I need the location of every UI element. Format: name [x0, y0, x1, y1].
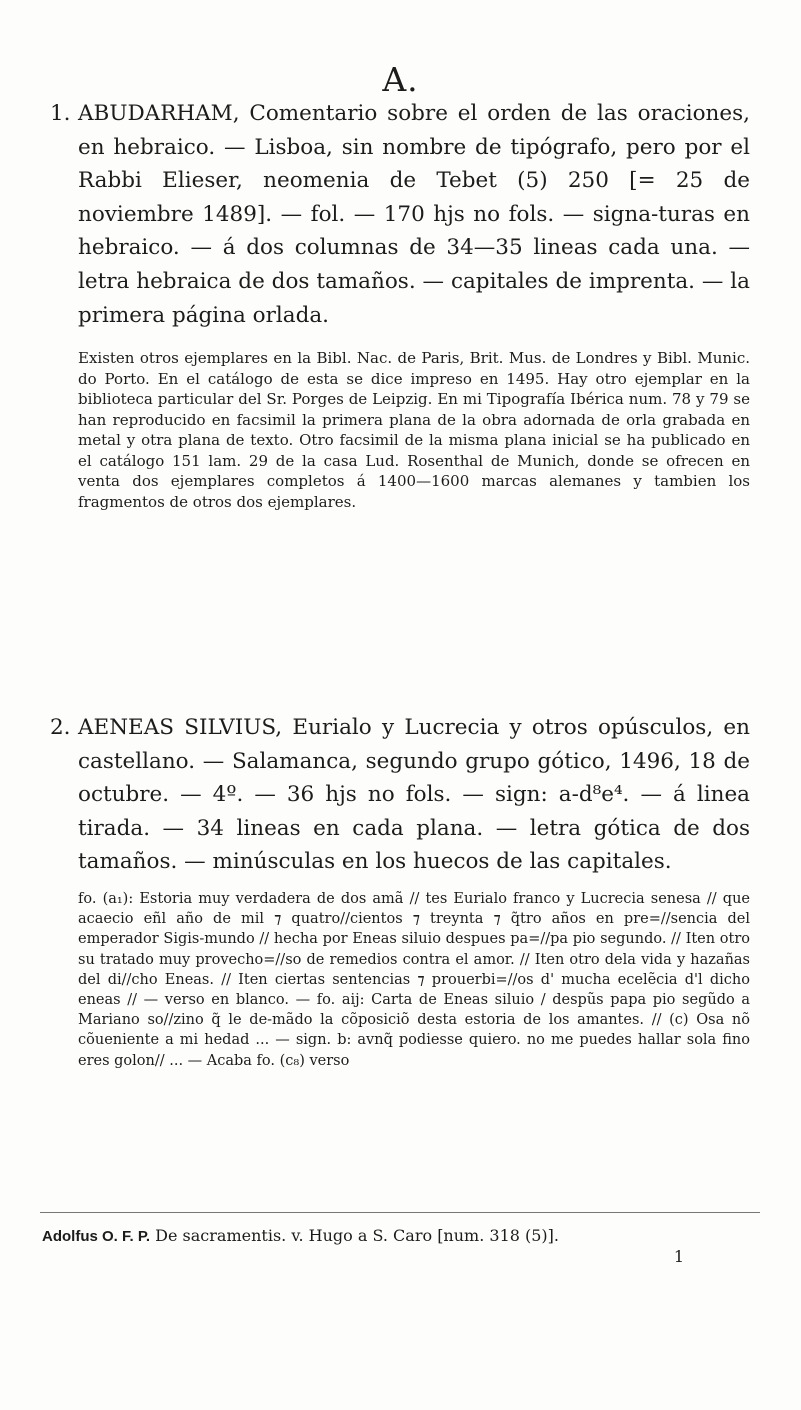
running-footer — [42, 1225, 762, 1248]
entry-number: 1. — [50, 101, 71, 126]
entry-author: AENEAS SILVIUS, — [78, 715, 283, 740]
catalog-entry-1 — [50, 97, 750, 512]
entry-note: fo. (a₁): Estoria muy verdadera de dos amã // tes Eurialo franco y Lucrecia senesa // que acaecio eñl año de mil ⁊ quatro//cientos ⁊ treynta ⁊ q̃tro años en pre=//sencia del emperador Sigis-mundo // hecha por Eneas siluio despues pa=//pa pio segundo. // Iten otro su tratado muy provecho=//so de remedios contra el amor. // Iten otro dela vida y hazañas del di//cho Eneas. // Iten ciertas sentencias ⁊ prouerbi=//os d' mucha ecelẽcia d'l dicho eneas // — verso en blanco. — fo. aij: Carta de Eneas siluio / despũs papa pio segũdo a Mariano so//zino q̃ le de-mãdo la cõposiciõ desta estoria de los amantes. // (c) Osa nõ cõueniente a mi hedad ... — sign. b: avnq̃ podiesse quiero. no me puedes hallar sola fino eres golon// ... — Acaba fo. (c₈) verso — [78, 890, 750, 1069]
footer-text: De sacramentis. v. Hugo a S. Caro [num. 318 (5)]. — [150, 1226, 559, 1245]
entry-note: Existen otros ejemplares en la Bibl. Nac. de Paris, Brit. Mus. de Londres y Bibl. Munic. do Porto. En el catálogo de esta se dice impreso en 1495. Hay otro ejemplar en la biblioteca particular del Sr. Porges de Leipzig. En mi Tipografía Ibérica num. 78 y 79 se han reproducido en facsimil la primera plana de la obra adornada de orla grabada en metal y otra plana de texto. Otro facsimil de la misma plana inicial se ha publicado en el catálogo 151 lam. 29 de la casa Lud. Rosenthal de Munich, donde se ofrecen en venta dos ejemplares completos á 1400—1600 marcas alemanes y tambien los fragmentos de otros dos ejemplares. — [78, 349, 750, 511]
entry-description: Comentario sobre el orden de las oraciones, en hebraico. — Lisboa, sin nombre de tipógrafo, pero por el Rabbi Elieser, neomenia de Tebet (5) 250 [= 25 de noviembre 1489]. — fol. — 170 hjs no fols. — signa-turas en hebraico. — á dos columnas de 34—35 lineas cada una. — letra hebraica de dos tamaños. — capitales de imprenta. — la primera página orlada. — [78, 101, 750, 328]
catalog-entry-2 — [50, 711, 750, 1071]
footer-rule — [40, 1212, 760, 1213]
entry-heading — [50, 711, 750, 879]
page-number: 1 — [673, 1247, 685, 1266]
entry-description: Eurialo y Lucrecia y otros opúsculos, en castellano. — Salamanca, segundo grupo gótico, 1496, 18 de octubre. — 4º. — 36 hjs no fols. — sign: a-d⁸e⁴. — á linea tirada. — 34 lineas en cada plana. — letra gótica de dos tamaños. — minúsculas en los huecos de las capitales. — [78, 715, 750, 875]
entry-heading — [50, 97, 750, 332]
entry-author: ABUDARHAM, — [78, 101, 240, 126]
section-letter: A. — [382, 60, 419, 99]
entry-number: 2. — [50, 715, 71, 740]
footer-author: Adolfus O. F. P. — [42, 1228, 151, 1245]
